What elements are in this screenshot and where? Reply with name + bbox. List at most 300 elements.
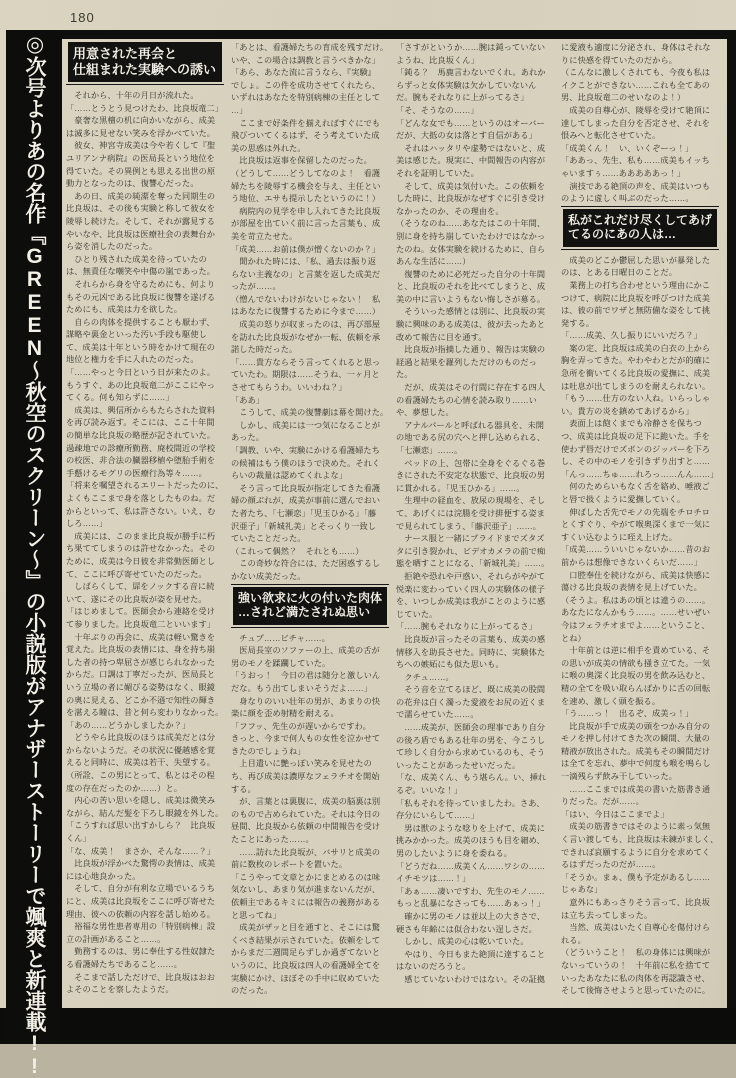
text-line: らない主義なの」と言葉を返した成美だ [231, 269, 381, 279]
text-line: 「あら、あなた流に言うなら、『実験』 [231, 68, 377, 78]
text-line: そう音を立てるほど、既に成美の股間 [396, 685, 546, 695]
text-line: ち、再び成美は濃厚なフェラチオを開始 [231, 772, 380, 782]
text-line: もその元凶である比良坂に復讐を遂げる [66, 292, 216, 302]
text-line: 「……腕もそれなりに上がってるさ」 [396, 622, 537, 632]
text-line: 「そ、そうなの……」 [396, 105, 479, 115]
text-line: よそのことを察したようだ。 [66, 985, 174, 995]
text-line: 医局長室のソファーの上、成美の舌が [231, 646, 380, 656]
text-line: 美の中に言いようもない悔しさが募る。 [396, 294, 546, 304]
text-line: らいの裁量は認めてくれよな」 [231, 471, 348, 481]
text-line: ったが……。 [231, 282, 281, 292]
text-line: 「七瀬恋」……。 [396, 446, 463, 455]
text-line: した時に、比良坂がなぜすぐに引き受け [396, 194, 546, 204]
text-line: 覚えた。比良坂の表情には、身を持ち崩 [66, 645, 216, 655]
text-line: 硬さも年齢には似合わない逞しさだ。 [396, 924, 537, 934]
text-line: 「そうか。まぁ、僕も予定があるし…… [561, 872, 711, 882]
text-line: 比良坂は、その後も実験と称して彼女を [66, 204, 216, 214]
text-line: ないっていうの！ 十年前に私を捨てて [561, 960, 711, 970]
text-line: 精液が放出された。成美もその瞬間だけ [561, 746, 711, 756]
text-line: ユリアンナ病院』の医局長という地位を [66, 153, 215, 163]
text-line: 依頼主であるキミには報告の義務がある [231, 898, 381, 907]
text-line: て参りました。比良坂竜二といいます」 [66, 619, 216, 629]
text-line: ナース服と一緒にプライドまでズタズ [396, 534, 545, 544]
text-line: 気ないし、あまり気が進まないんだが、 [231, 885, 381, 895]
text-line: それらから身を守るためにも、何より [66, 279, 216, 289]
text-line: やいなや、比良坂は医療社会の表舞台か [66, 229, 216, 239]
text-line: 謀略や裏金といった汚い手段も駆使し [66, 330, 207, 340]
text-line: 成美の自尊心が、陵辱を受けて絶頂に [561, 105, 711, 115]
text-line: した者の持つ卑屈さが感じられなかった [66, 657, 216, 667]
text-line: ながら、結んだ髪を下ろし眼鏡を外した。 [66, 808, 224, 818]
text-line: チュプ……ビチャ……。 [231, 633, 330, 643]
text-line: 「ああっ、先生、私も……成美もイッち [561, 156, 710, 166]
text-line: る看護婦たちであること……。 [66, 959, 182, 969]
text-line: はないのだろうと。 [396, 962, 471, 972]
text-line: 「どうだね……成美くん……ワシの…… [396, 861, 546, 871]
text-line: 伸ばした舌先でモノの先端をチロチロ [561, 507, 711, 517]
text-column-3 [396, 42, 554, 1008]
text-line: 改めて報告に目を通す。 [396, 332, 487, 342]
text-line: 「はい、今日はここまでよ」 [561, 809, 669, 819]
text-line: と唇で扱くように愛撫していく。 [561, 495, 686, 504]
text-line: とね） [561, 633, 586, 643]
text-line: 男のモノを蹂躙していた。 [231, 658, 331, 668]
text-line: の校医、非合法の臓器移植や堕胎手術を [66, 456, 216, 466]
text-line: 情移入を助長させた。同時に、実験体た [396, 647, 546, 657]
text-line: イチモツは……！」 [396, 874, 471, 884]
text-line: だ。腕もそれなりに上がってるさ」 [396, 93, 529, 103]
text-line: 動力となったのは、復讐心だった。 [66, 179, 199, 189]
text-line: じていた。 [396, 609, 438, 619]
text-line: （どうして……どうしてなのよ！ 看護 [231, 168, 381, 178]
text-line: 急所を衝いてくる比良坂の愛撫に、成美 [561, 369, 711, 379]
text-line: 別に身を持ち崩していたわけではなかっ [396, 231, 546, 241]
text-line: 確かに男のモノは並以上の大きさで、 [396, 911, 545, 921]
text-line: の候補はもう僕のほうで決めた。それく [231, 458, 381, 468]
section-header: 用意された再会と 仕組まれた実験への誘い [69, 43, 221, 81]
text-line: 過疎地での診療所勤務、廃校間近の学校 [66, 443, 216, 453]
text-line: や、夢想した。 [396, 408, 454, 418]
text-line: もうすぐ、あの比良坂竜二がここにやっ [66, 380, 216, 390]
text-line: いうのに、比良坂は四人の看護婦全てを [231, 960, 381, 970]
text-line: ようね、比良坂くん」 [396, 55, 479, 65]
text-line: 勤務するのは、男に奉仕する性奴隷た [66, 947, 216, 957]
text-line: のだった。 [231, 986, 273, 996]
text-line: ら姿を消したのだった。 [66, 242, 158, 252]
text-line: 「将来を嘱望されるエリートだったのに、 [66, 481, 224, 491]
text-line: 内心の苦い思いを隠し、成美は微笑み [66, 796, 216, 806]
text-line: 「こうすれば思い出すかしら？ 比良坂 [66, 821, 216, 831]
page-number: 180 [70, 10, 95, 25]
text-line: は立ち去ってしまった。 [561, 910, 653, 920]
text-line: に愛液も適度に分泌され、身体はそれな [561, 43, 711, 52]
text-line: く言い渡しても、比良坂は未練がましく、 [561, 835, 719, 845]
text-line: の思いが成美の情欲も掻き立てた。一気 [561, 658, 711, 668]
text-line: 男のしたいように身を委ねる。 [396, 849, 513, 858]
text-line: いう立場の者に媚びる姿勢はなく、眼鏡 [66, 682, 216, 692]
text-line: 「はじめまして。医師会から連絡を受け [66, 607, 216, 617]
text-line: 諾した時だった。 [231, 345, 298, 355]
text-line: 「ああ」 [231, 395, 265, 405]
text-line: すくい込むように咥え上げた。 [561, 532, 678, 542]
text-line: 成美の怒りが収まったのは、再び部屋 [231, 320, 381, 330]
text-line: 意外にもあっさりそう言って、比良坂 [561, 898, 710, 907]
text-line: でしょ。この件を成功させてくれたら、 [231, 80, 381, 90]
text-line: あの日、成美の純潔を奪った同期生の [66, 191, 216, 201]
bottom-border-bar [0, 1008, 736, 1044]
text-line: るはずだったのだが……。 [561, 860, 661, 870]
text-line: からないようだ。その状況に優越感を覚 [66, 745, 216, 755]
text-line: 成美の筋書きではそのように素っ気無 [561, 822, 711, 832]
text-line: かない成美だった。 [231, 571, 306, 581]
text-line: じゃあな」 [561, 885, 603, 895]
text-line: 得ていた。その異例とも思える出世の原 [66, 166, 216, 176]
text-line: で濡らせていた……。 [396, 710, 479, 720]
text-line: 感じていないわけではない。その証拠 [396, 974, 546, 984]
text-line: 度の存在だったのか……）と。 [66, 783, 183, 793]
text-line: と思ってね」 [231, 910, 281, 920]
text-line: あんな生活に……） [396, 257, 471, 267]
text-line: やはり、今日もまた絶頂に達すること [396, 949, 546, 959]
text-line: そして、自分が有利な立場でいるうち [66, 884, 216, 894]
text-line: 当然、成美はいたく自尊心を傷付けら [561, 923, 711, 933]
text-line: の奥に見える、どこか不遜で知性の輝き [66, 695, 216, 705]
text-line: 「こうやって文章とかにまとめるのは味 [231, 872, 381, 882]
text-line: 演技である絶頂の声を、成美はいつも [561, 181, 711, 191]
text-line: 前からは想像できないくらいだ……」 [561, 557, 702, 567]
text-line: なかったのか、その理由を。 [396, 206, 504, 216]
text-line: ベッドの上、包帯に全身をぐるぐる巻 [396, 458, 546, 468]
text-line: 精の全てを吸い取らんばかりに舌の回転 [561, 683, 711, 693]
text-line: ……訪れた比良坂が、バサリと成美の [231, 847, 381, 857]
text-line: 成美がザッと目を通すと、そこには驚 [231, 923, 381, 933]
text-line: （憎んでないわけがないじゃない！ 私 [231, 294, 381, 304]
text-line: 「うおっ！ 今日の君は随分と激しいん [231, 671, 381, 681]
text-line: 恨みへと転化させていた。 [561, 131, 661, 141]
text-line: りに快感を得ていたのだから。 [561, 55, 678, 65]
text-line: て珍しく自分から求めているのも、そう [396, 748, 546, 758]
text-line: にと、成美は比良坂をここに呼び寄せた [66, 897, 216, 906]
text-line: 比良坂が言ったその言葉も、成美の感 [396, 634, 546, 644]
text-line: 十年前とは逆に相手を責めている、そ [561, 646, 711, 656]
text-line: よくもここまで身を落としたものね。だ [66, 494, 216, 503]
text-line: 彼女、神宮寺成美は今や若くして『聖 [66, 141, 216, 151]
text-line: たことにあった……。 [231, 835, 314, 845]
text-line: 「どんな女でも……というのはオーバー [396, 118, 545, 128]
text-line: （こんなに激しくされても、今夜も私は [561, 68, 711, 78]
text-line: 病院内の見学を申し入れてきた比良坂 [231, 206, 381, 216]
text-line: 復讐のために必死だった自分の十年間 [396, 269, 546, 279]
text-line: を湛える瞳は、昔と何ら変わりなかった。 [66, 708, 224, 718]
text-line: 成美は、興信所からもたらされた資料 [66, 405, 216, 415]
text-line: 「あの……どうかしましたか？」 [66, 720, 191, 730]
next-issue-banner-text: ◎次号よりあの名作『GREEN〜秋空のスクリーン〜』の小説版がアナザーストーリーで颯爽と新連載!! [23, 32, 46, 1078]
text-line: ゃいますぅ……あああああっ！」 [561, 168, 685, 178]
text-line: に貫かれる。「児玉ひかる」……。 [396, 483, 525, 493]
text-line: いて、遂にその比良坂が姿を見せた。 [66, 594, 207, 604]
text-line: 地位と権力を手に入れたのだった。 [66, 355, 199, 365]
text-line: からまだ二週間足らずしか過ぎてないと [231, 948, 381, 958]
text-line: るぞ。いいな！」 [396, 786, 463, 796]
text-line: しろ……」 [66, 519, 108, 529]
text-line: 立の計画があること……。 [66, 934, 166, 944]
text-column-4 [561, 42, 719, 1008]
text-line: を速め、激しく頭を振る。 [561, 696, 661, 706]
text-line: きにされた不安定な状態で、比良坂の男 [396, 471, 546, 481]
text-line: させてもらうわ。いいわね？」 [231, 383, 347, 393]
text-line: 「……成美、久し振りにいいだろ？」 [561, 331, 702, 341]
text-line: だな。もう出てしまいそうだよ……」 [231, 683, 372, 693]
right-border-bar [727, 30, 736, 1008]
text-line: 「……貴方ならそう言ってくれると思っ [231, 357, 381, 367]
text-line: …」 [231, 105, 248, 115]
text-line: を、いつしか成美は我がことのように感 [396, 597, 546, 607]
text-line: ち果ててしまうのは許せなかった。その [66, 544, 216, 554]
text-line: と、比良坂のそれを比べてしまうと、成 [396, 282, 546, 292]
text-line: 使わず唇だけでズボンのジッパーを下ろ [561, 444, 711, 454]
text-line: の後ろ盾でもある壮年の男を、今こうし [396, 735, 546, 745]
text-line: 「成美……ういいじゃないか……昔のお [561, 545, 711, 555]
text-line: 案の定、比良坂は成美の白衣の上から [561, 343, 711, 353]
text-line: 比良坂が浮かべた驚愕の表情は、成美 [66, 859, 216, 869]
text-line: えると同時に、成美は若干、失望する。 [66, 758, 216, 768]
text-line: は、彼の前でワザと無防備な姿をして挑 [561, 306, 711, 316]
text-line: 業務上の打ち合わせという理由にかこ [561, 280, 711, 290]
text-line: だが、大抵の女は落とす自信がある」 [396, 131, 537, 141]
text-line: 沢亜子」「新城礼美」とそっくり一致し [231, 521, 377, 531]
text-line: ために、成美は今日彼を非常勤医師とし [66, 556, 216, 566]
text-line: どうやら比良坂のほうは成美だとは分 [66, 733, 216, 743]
text-line: 生理中の経血を、放尿の現場を、そし [396, 496, 546, 506]
text-line: 男、比良坂竜二のせいなのよ！） [561, 93, 686, 103]
text-line: それを証明していた。 [396, 168, 479, 178]
text-line: 昼間、比良坂から依頼の中間報告を受け [231, 822, 381, 832]
text-line: いったあなたに私の肉体を再認識させ、 [561, 973, 710, 983]
text-line: 美の思惑は外れた。 [231, 143, 306, 153]
top-border-bar [62, 30, 736, 39]
section-header: 強い欲求に火の付いた肉体 …されど満たされぬ思い [234, 588, 386, 624]
text-line: 「鈍る？ 馬鹿言わないでくれ。あれか [396, 68, 546, 78]
text-line: そして後悔させようと思っていたのに。 [561, 986, 711, 996]
text-line: 比良坂は返事を保留したのだった。 [231, 156, 372, 166]
text-line: イクことができない……これも全てあの [561, 80, 711, 90]
text-line: あった。 [231, 433, 265, 443]
text-line: 「フフッ、先生のが遅いからですわ。 [231, 721, 371, 731]
text-line: には心地良かった。 [66, 871, 141, 881]
text-line: （そうなのね……あなたはこの十年間、 [396, 219, 546, 229]
text-line: 今はフェラチオまでよ……ということ、 [561, 620, 710, 630]
text-line: で見られてしまう、「藤沢亜子」……。 [396, 521, 542, 531]
text-line: する。 [231, 784, 256, 794]
text-line: 「……とうとう見つけたわ、比良坂竜二」 [66, 103, 224, 113]
text-line: のもので占められていた。それは今日の [231, 809, 381, 819]
text-line: の看護婦たちの心情を読み取り……い [396, 395, 537, 405]
text-line: 比良坂が手で成美の頭をつかみ自分の [561, 721, 711, 731]
text-line: 口腔奉仕を続けながら、成美は快感に [561, 570, 711, 580]
text-line: ここまで好条件を揃えればすぐにでも [231, 118, 381, 128]
text-line: 十年ぶりの再会に、成美は軽い驚きを [66, 632, 216, 642]
text-line: そこまで話しただけで、比良坂はおお [66, 972, 216, 982]
text-line: 飛びついてくるはず、そう考えていた成 [231, 131, 380, 141]
text-line: が部屋を出ていく前に言った言葉も、成 [231, 219, 381, 229]
text-line: らずっと女体実験は欠かしていないん [396, 80, 537, 90]
text-line: 験に興味のある成美は、彼が去ったあと [396, 320, 546, 330]
text-line: いや、この場合は調教と言うべきかな」 [231, 55, 381, 65]
text-line: 「さすがというか……腕は鈍っていない [396, 43, 546, 52]
text-line: 一滴残らず飲み干していった。 [561, 772, 678, 782]
text-line: 美は感じた。現実に、中間報告の内容が [396, 156, 546, 166]
text-line: ためにも、成美は力を欲した。 [66, 305, 183, 315]
text-line: そして、成美は気付いた。この依頼を [396, 181, 546, 191]
text-line: 「私もそれを待っていましたわ。さあ、 [396, 798, 545, 808]
text-line: 前に数枚のレポートを置いた。 [231, 860, 348, 870]
text-line: ……成美が、医師会の理事であり自分 [396, 723, 546, 733]
text-line: 身なりのいい壮年の男が、あまりの快 [231, 696, 381, 706]
text-line: のように虚しく叫ぶのだった……。 [561, 194, 694, 204]
text-line: て、ここに呼び寄せていたのだった。 [66, 569, 207, 579]
text-line: 拒絶や恐れや戸惑い、それらがやがて [396, 571, 546, 581]
text-line: それはハッタリや虚勢ではないと、成 [396, 143, 546, 153]
text-line: 成美には、このまま比良坂が勝手に朽 [66, 531, 216, 541]
text-line: 「……やっと今日という日が来たのよ。 [66, 368, 216, 378]
text-line: そういった感情とは別に、比良坂の実 [396, 307, 546, 317]
text-line: 「んっ……ちゅ……れろっ……んん……」 [561, 469, 719, 479]
text-line: た。 [396, 370, 413, 380]
text-line: こうして、成美の復讐劇は幕を開けた。 [231, 408, 389, 418]
text-line: （そうよ。私はあの頃とは違うの……。 [561, 595, 711, 605]
section-header: 私がこれだけ尽くしてあげ てるのにあの人は… [564, 210, 716, 246]
text-line: からだ。口調は丁寧だったが、医局長と [66, 670, 216, 680]
text-line: が、言葉とは裏腹に、成美の脳裏は別 [231, 797, 381, 807]
text-line: りだった。だが……。 [561, 797, 644, 807]
text-line: だが、成美はその行間に存在する四人 [396, 383, 546, 393]
text-column-1 [66, 42, 224, 1008]
next-issue-banner [6, 30, 62, 1078]
text-line: いったことがあったせいだった。 [396, 760, 521, 770]
text-line: 存分にいらして……」 [396, 811, 479, 821]
text-line: 「調教、いや、実験にかける看護婦たち [231, 446, 381, 455]
text-line: つけて、病院に比良坂を呼びつけた成美 [561, 293, 711, 303]
text-line: つ、成美は比良坂の足下に跪いた。手を [561, 432, 710, 442]
text-line: 発する。 [561, 318, 595, 328]
text-line: もっと乱暴になさっても……あぁっ！」 [396, 899, 546, 909]
text-line: 「う……っ！ 出るぞ、成美っ！」 [561, 709, 694, 719]
text-line: とくすぐり、やがて喉奥深くまで一気に [561, 520, 711, 530]
text-line: 挑みかかった。成美のほうも目を細め、 [396, 836, 545, 846]
text-line: 「あぁ……凄いですわ、先生のモノ…… [396, 886, 545, 896]
text-line: 経過と結果を羅列しただけのものだっ [396, 357, 537, 367]
text-line: はあなたに復讐するために今まで……） [231, 307, 381, 317]
text-line: は滅多に見せない笑みを浮かべていた。 [66, 128, 216, 138]
text-line: を訪れた比良坂がなぜか一転、依頼を承 [231, 332, 381, 342]
text-line: 美を苛立たせた。 [231, 231, 298, 241]
text-line: あなたになんかもう……。……せいぜい [561, 608, 711, 618]
text-line: クチュ……。 [396, 672, 454, 682]
text-line: ていたわ。期限は……そうね、一ヶ月と [231, 370, 380, 380]
text-line: ていたことだった。 [231, 534, 306, 544]
text-line: きっと、今まで何人もの女性を泣かせて [231, 734, 381, 744]
text-line: は吐息が出てしまうのを耐えられない。 [561, 381, 711, 391]
text-line: からといって、私は許さない。いえ、む [66, 506, 216, 516]
text-line: ひとり残された成美を待っていたの [66, 254, 207, 264]
text-line: て、あげくには浣腸を受け排便する姿ま [396, 508, 546, 518]
text-line: 胸を弄ってきた。やわやわとだが的確に [561, 356, 711, 366]
text-line: 自らの肉体を提供することも厭わず、 [66, 317, 215, 327]
text-line: しばらくして、扉をノックする音に続 [66, 582, 215, 592]
text-line: 実験にかけ、ほぼその手中に収めていた [231, 973, 380, 983]
text-line: 何のためらいもなく舌を絡め、唾液ご [561, 482, 710, 492]
text-line: ちへの嫉妬にも似た思いも。 [396, 660, 504, 670]
text-line: 裕福な男性患者専用の「特別病棟」設 [66, 922, 216, 932]
text-line: くべき結果が示されていた。依頼をして [231, 935, 381, 945]
text-line: アナルパールと呼ばれる器具を、未開 [396, 420, 545, 430]
text-line: 蕩ける比良坂の表情を見上げていた。 [561, 583, 702, 593]
text-line: 悦楽に変わっていく四人の実験体の様子 [396, 584, 546, 594]
text-line: 「あとは、看護婦たちの育成を残すだけ。 [231, 43, 389, 52]
text-line: 手懸けるモグリの医療行為等々……。 [66, 468, 207, 478]
text-line: う地位、エサも提示したというのに！） [231, 194, 381, 204]
text-line: い。貴方の炎を鎮めてあげるから」 [561, 406, 694, 416]
text-line: て、成美は十年という時をかけて現在の [66, 342, 216, 352]
text-line: 比良坂が指摘した通り、報告は実験の [396, 345, 546, 355]
text-line: 男は獣のような唸りを上げて、成美に [396, 823, 546, 833]
text-line: 達してしまった自分を否定させ、それを [561, 118, 710, 128]
text-line: の簡単な比良坂の略歴が記されていた。 [66, 431, 216, 441]
text-line: いずれはあなたを特別病棟の主任として [231, 93, 381, 103]
text-line: （どういうこと！ 私の身体には興味が [561, 948, 711, 958]
text-line: 「成美くん！ い、いくぞーっ！」 [561, 143, 694, 153]
text-line: 婦の顔ぶれが、成美が事前に選んでおい [231, 496, 381, 506]
text-line: タに引き裂かれ、ビデオカメラの前で痴 [396, 546, 546, 556]
text-line: 聞かれた時には、「私、過去は振り返 [231, 257, 377, 267]
text-line: そう言って比良坂が指定してきた看護 [231, 483, 381, 493]
text-line: を再び読み返す。そこには、ここ十年間 [66, 418, 215, 428]
text-line: 楽に顔を歪め射精を耐える。 [231, 709, 339, 719]
text-line: できれば哀願するように自分を求めてく [561, 847, 711, 857]
text-line: 「もう……仕方のない人ね。いらっしゃ [561, 394, 711, 404]
text-line: それから、十年の月日が流れた。 [66, 91, 199, 100]
text-line: ……ここまでは成美の書いた筋書き通 [561, 784, 711, 794]
text-line: たのね。女体実験を続けるために、自ら [396, 244, 546, 254]
text-line: 婦たちを陵辱する機会を与え、主任とい [231, 181, 381, 191]
text-line: くん」 [66, 834, 91, 844]
text-column-2 [231, 42, 389, 1008]
text-line: モノを押し付けてきた次の瞬間、大量の [561, 734, 711, 744]
text-line: れる。 [561, 935, 586, 945]
text-line: 成美のどこか鬱屈した思いが暴発した [561, 255, 711, 265]
text-line: 表面上は飽くまでも冷静さを保ちつ [561, 419, 702, 429]
text-line: 上目遣いに艶っぽい笑みを見せたの [231, 759, 372, 769]
text-line: の花弁は白く濁った愛液をお尻の近くま [396, 697, 546, 707]
text-line: 理由、彼への依頼の内容を話し始める。 [66, 909, 216, 919]
text-line: 「成美……お前は僕が憎くないのか？」 [231, 244, 381, 254]
text-line: この奇妙な符合には、ただ困惑するし [231, 559, 381, 569]
text-line: 「な、成美くん、もう堪らん。い、挿れ [396, 773, 547, 783]
text-line: （これって偶然？ それとも……） [231, 546, 364, 556]
text-line: 「な、成美！ まさか、そんな……？」 [66, 846, 216, 856]
text-line: に喉の奥深く比良坂の男を飲み込むと、 [561, 671, 711, 681]
text-line: しかし、成美には一つ気になることが [231, 420, 381, 430]
text-line: きたのでしょうね」 [231, 746, 306, 756]
text-line: のは、とある日曜日のことだ。 [561, 268, 678, 278]
text-line: 陵辱し続けた。そして、それが露見する [66, 216, 216, 226]
text-line: 態を晒すことになる、「新城礼美」……。 [396, 559, 550, 569]
text-line: 豪奢な黒檀の机に向かいながら、成美 [66, 116, 216, 126]
text-line: は全てを忘れ、夢中で何度も喉を鳴らし [561, 759, 711, 769]
text-line: は、無責任な嘲笑や中傷の嵐であった。 [66, 267, 216, 277]
text-line: し、その中のモノを引きずり出すと…… [561, 457, 711, 467]
text-line: た者たち、「七瀬恋」「児玉ひかる」「藤 [231, 508, 377, 518]
